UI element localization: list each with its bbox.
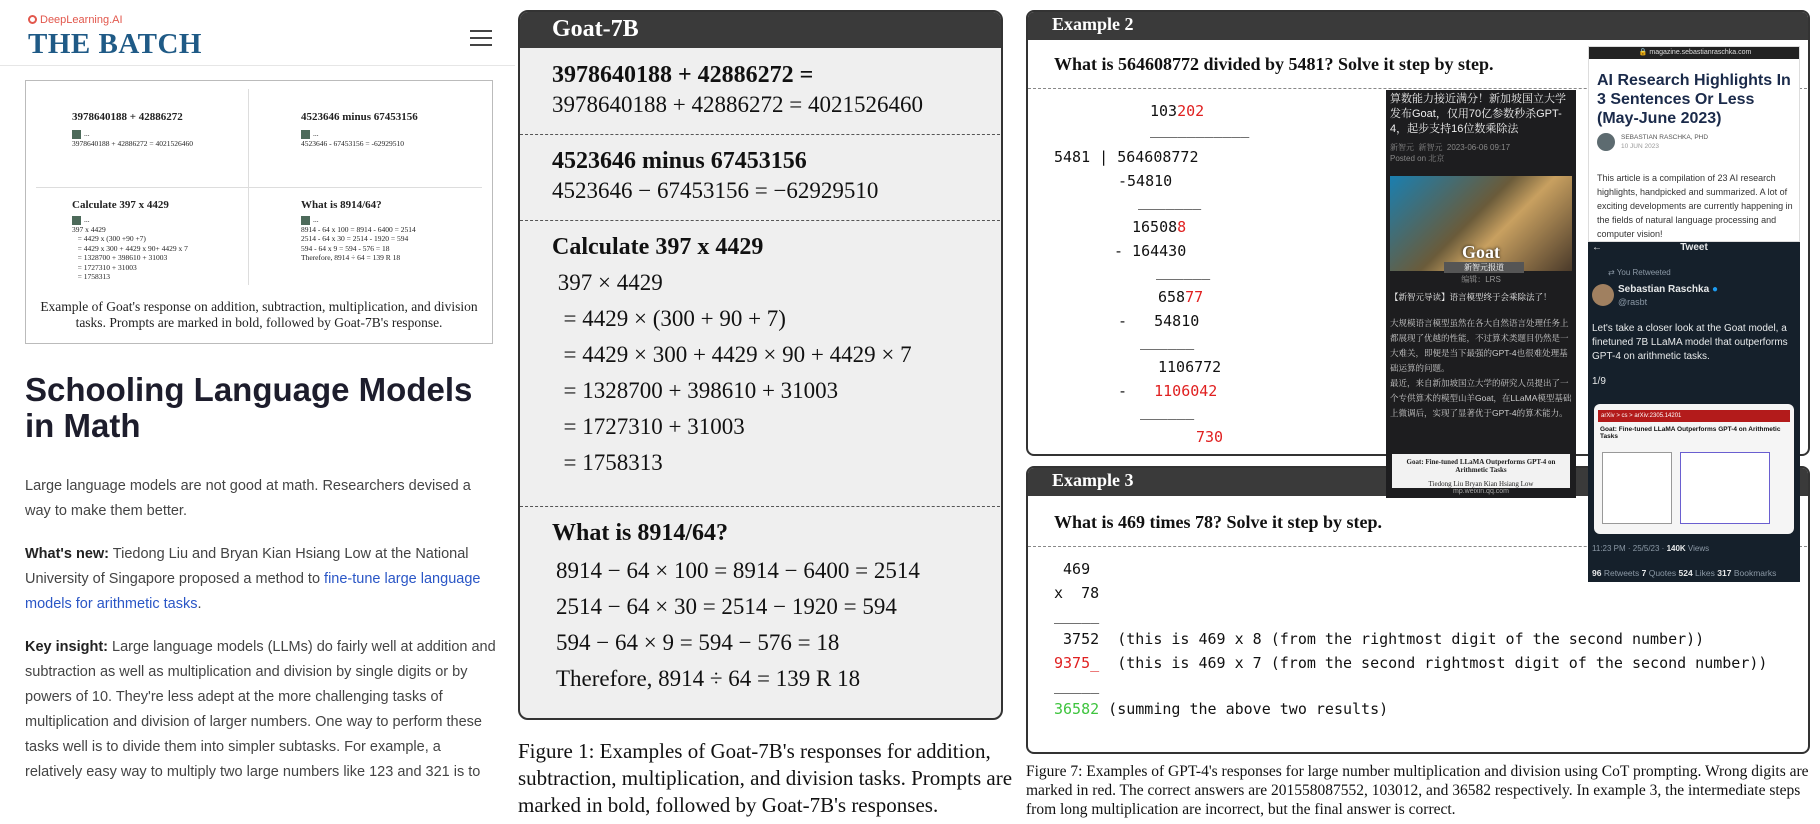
response-line: 594 − 64 × 9 = 594 − 576 = 18 xyxy=(556,630,840,655)
batch-logo[interactable]: THE BATCH xyxy=(28,28,202,60)
response-line: 397 × 4429 xyxy=(552,270,663,295)
response-line: 8914 − 64 × 100 = 8914 − 6400 = 2514 xyxy=(556,558,920,583)
paper-link[interactable]: fine-tune large language models for arithmetic tasks xyxy=(25,571,481,612)
figure-cell-division: What is 8914/64? ... 8914 - 64 x 100 = 8914 - 6400 = 2514 2514 - 64 x 30 = 2514 - 1920 = 594 594 - 64 x 9 = 594 - 576 = 18 Therefore, 8914 ÷ 64 = 139 R 18 xyxy=(301,199,416,263)
figure-cell-subtraction: 4523646 minus 67453156 ... 4523646 - 67453156 = -62929510 xyxy=(301,111,418,148)
example3-question: What is 469 times 78? Solve it step by step. xyxy=(1054,512,1382,532)
goat-card-title: Goat-7B xyxy=(520,12,1003,48)
news-meta: 新智元 新智元 2023-06-06 09:17 Posted on 北京 xyxy=(1390,143,1511,163)
key-insight-paragraph: Key insight: Large language models (LLMs) do fairly well at addition and subtraction as well as multiplication and division by single digits or by powers of 10. They're less adept at the more challenging tasks of multiplication and division of larger numbers. One way to perform these tasks well is to divide them into simpler subtasks. For example, a relatively easy way to multiply two large numbers like 123 and 321 is to xyxy=(25,639,496,780)
response-line: = 4429 × 300 + 4429 × 90 + 4429 × 7 xyxy=(552,342,912,367)
response-line: = 1758313 xyxy=(552,450,663,475)
url-bar: 🔒 magazine.sebastianraschka.com xyxy=(1589,47,1800,59)
lock-icon: 🔒 xyxy=(1638,49,1648,56)
goat-figure xyxy=(518,10,1003,722)
prompt-subtraction: 4523646 minus 67453156 xyxy=(552,148,807,174)
response-addition: 3978640188 + 42886272 = 4021526460 xyxy=(552,92,923,117)
prompt-addition: 3978640188 + 42886272 = xyxy=(552,62,814,88)
magazine-description: This article is a compilation of 23 AI research highlights, handpicked and summarized. A lot of exciting developments are currently happening in the fields of natural language processing and computer vision! xyxy=(1597,173,1793,239)
example2-box: Example 2 What is 564608772 divided by 5481? Solve it step by step. 103202 ___________ 5481 | 564608772 -54810 _______ 165088 - 164430 ______ 65877 - 54810 ______ 1106772 - 1106042 ______ 730 xyxy=(1026,10,1810,456)
response-line: = 1328700 + 398610 + 31003 xyxy=(552,378,839,403)
news-paper-thumb: Goat: Fine-tuned LLaMA Outperforms GPT-4 on Arithmetic Tasks Tiedong Liu Bryan Kian Hsiang Low xyxy=(1392,454,1570,488)
magazine-title: AI Research Highlights In 3 Sentences Or Less (May-June 2023) xyxy=(1597,72,1791,127)
response-line: = 1727310 + 31003 xyxy=(552,414,745,439)
tweet-screenshot: ← Tweet ⇄ You Retweeted Sebastian Raschka ● @rasbt Let's take a closer look at the Goat model, a finetuned 7B LLaMA model that outperforms GPT-4 on arithmetic tasks. 1/9 arXiv > cs > arXiv:2305.14201 Goat: Fine-tuned LLaMA Outperforms GPT-4 on Arithmetic Tasks 11:23 PM · 25/5/23 · 140K Views 96 Retweets 7 Quotes 524 Likes 317 Bookmarks xyxy=(1588,242,1800,582)
back-arrow-icon: ← xyxy=(1592,242,1602,253)
deeplearning-logo[interactable]: DeepLearning.AI xyxy=(28,14,123,26)
verified-icon: ● xyxy=(1711,284,1718,295)
news-image-title: Goat xyxy=(1462,242,1500,262)
tweet-stats: 96 Retweets 7 Quotes 524 Likes 317 Bookmarks xyxy=(1592,568,1777,578)
news-article-screenshot: 算数能力接近满分！新加坡国立大学发布Goat，仅用70亿参数秒杀GPT-4，起步支持16位数乘除法 新智元 新智元 2023-06-06 09:17 Posted on 北京 Goat 新智元报道 编辑：LRS 【新智元导读】语言模型终于会乘除法了！ 大规模语言模型虽然在各大自然语言处理任务上都展现了优越的性能，不过算术类题目仍然是一大难关，即便是当下最强的GPT-4也很难处理基础运算的问题。 最近，来自新加坡国立大学的研究人员提出了一个专供算术的模型山羊Goat，在LLaMA模型基础上微调后，实现了显著优于GPT-4的算术能力。 Goat: Fine-tuned LLaMA Outperforms GPT-4 on Arithmetic Tasks Tiedong Liu Bryan Kian Hsiang Low mp.weixin.qq.com xyxy=(1386,90,1576,498)
magazine-screenshot: 🔒 magazine.sebastianraschka.com AI Research Highlights In 3 Sentences Or Less (May-June 2023) SEBASTIAN RASCHKA, PHD 10 JUN 2023 This article is a compilation of 23 AI research highlights, handpicked and summarized. A lot of exciting developments are currently happening in the fields of natural language processing and computer vision! xyxy=(1588,46,1800,242)
example2-title: Example 2 xyxy=(1028,12,1810,40)
prompt-division: What is 8914/64? xyxy=(552,520,729,546)
figure-cell-addition: 3978640188 + 42886272 ... 3978640188 + 42886272 = 4021526460 xyxy=(72,111,193,148)
figure7-caption: Figure 7: Examples of GPT-4's responses for large number multiplication and division using CoT prompting. Wrong digits are marked in red. The correct answers are 201558087552, 103012, and 36582 respectively. In example 3, the intermediate steps from long multiplication are incorrect, but the final answer is correct. xyxy=(1026,763,1809,818)
tweet-paper-image: arXiv > cs > arXiv:2305.14201 Goat: Fine-tuned LLaMA Outperforms GPT-4 on Arithmetic Tasks xyxy=(1594,404,1794,534)
news-title: 算数能力接近满分！新加坡国立大学发布Goat，仅用70亿参数秒杀GPT-4，起步支持16位数乘除法 xyxy=(1390,93,1566,135)
article-headline: Schooling Language Models in Math xyxy=(25,371,473,444)
example2-question: What is 564608772 divided by 5481? Solve it step by step. xyxy=(1054,54,1494,74)
response-line: = 4429 × (300 + 90 + 7) xyxy=(552,306,786,331)
goat-card xyxy=(518,10,1003,720)
figure1-caption: Figure 1: Examples of Goat-7B's responses for addition, subtraction, multiplication, and division tasks. Prompts are marked in bold, followed by Goat-7B's responses. xyxy=(518,739,1013,817)
retweet-icon: ⇄ xyxy=(1608,268,1617,277)
site-header xyxy=(0,0,515,66)
figure-caption: Example of Goat's response on addition, subtraction, multiplication, and division tasks. Prompts are marked in bold, followed by Goat-7B's response. xyxy=(40,299,478,330)
article-figure xyxy=(25,80,493,344)
response-line: Therefore, 8914 ÷ 64 = 139 R 18 xyxy=(556,666,861,691)
tweet-body: Let's take a closer look at the Goat model, a finetuned 7B LLaMA model that outperforms GPT-4 on arithmetic tasks. xyxy=(1592,323,1788,362)
example3-title: Example 3 xyxy=(1028,468,1810,496)
figure-cell-multiplication: Calculate 397 x 4429 ... 397 x 4429 = 4429 x (300 +90 +7) = 4429 x 300 + 4429 x 90+ 4429 x 7 = 1328700 + 398610 + 31003 = 1727310 + 31003 = 1758313 xyxy=(72,199,188,282)
article-panel xyxy=(0,0,515,824)
menu-icon[interactable] xyxy=(470,30,492,46)
avatar xyxy=(1592,284,1614,306)
prompt-multiplication: Calculate 397 x 4429 xyxy=(552,234,764,260)
whats-new-paragraph: What's new: Tiedong Liu and Bryan Kian Hsiang Low at the National University of Singapore proposed a method to fine-tune large language models for arithmetic tasks. xyxy=(25,546,481,612)
example3-box: Example 3 What is 469 times 78? Solve it step by step. 469 x 78 _____ 3752 (this is 469 x 8 (from the rightmost digit of the second number)) 9375_ (this is 469 x 7 (from the second rightmost digit of the second number)) _____ 36582 (summing the above two results) xyxy=(1026,466,1810,754)
article-intro: Large language models are not good at math. Researchers devised a way to make them better. xyxy=(25,478,471,519)
logo-icon xyxy=(28,15,37,24)
response-line: 2514 − 64 × 30 = 2514 − 1920 = 594 xyxy=(556,594,897,619)
response-subtraction: 4523646 − 67453156 = −62929510 xyxy=(552,178,879,203)
